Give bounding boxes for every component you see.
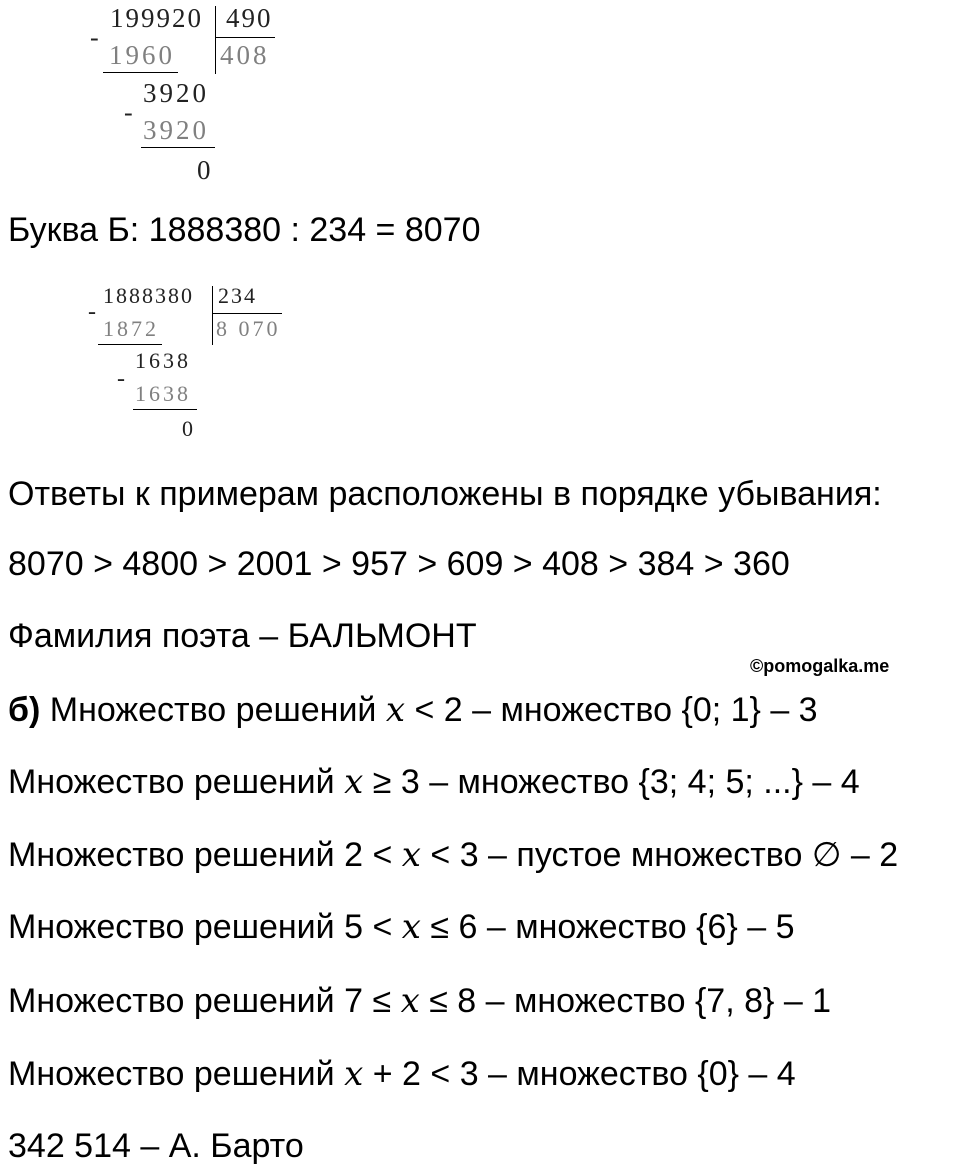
- line6-before: Множество решений: [8, 1055, 345, 1093]
- line1-before: Множество решений: [40, 691, 386, 729]
- division2-quotient: 8 070: [216, 316, 281, 341]
- line2-before: Множество решений: [8, 763, 345, 801]
- division2-minus-2: -: [117, 366, 125, 392]
- division2-underline-2: [133, 409, 197, 410]
- division2-remainder-1: 1638: [135, 348, 191, 373]
- division1-divisor-line: [215, 37, 275, 38]
- final-answer: 342 514 – А. Барто: [8, 1127, 304, 1165]
- solution-set-line-2: [8, 762, 860, 802]
- variable-x: 𝑥: [344, 762, 364, 802]
- variable-x: 𝑥: [344, 1054, 364, 1094]
- variable-x: 𝑥: [401, 907, 421, 947]
- division2-divisor: 234: [218, 283, 257, 308]
- variable-x: 𝑥: [385, 690, 406, 730]
- division2-final-remainder: 0: [182, 416, 193, 441]
- division1-vertical-bar: [215, 6, 216, 74]
- division1-subtrahend-2: 3920: [143, 115, 209, 145]
- division2-dividend: 1888380: [103, 283, 194, 308]
- division1-dividend: 199920: [110, 3, 203, 33]
- variable-x: 𝑥: [401, 835, 421, 875]
- line3-before: Множество решений 2 <: [8, 836, 402, 874]
- division1-final-remainder: 0: [197, 155, 211, 185]
- solution-set-line-5: [8, 981, 832, 1021]
- answers-order: 8070 > 4800 > 2001 > 957 > 609 > 408 > 384 > 360: [8, 545, 790, 583]
- division1-minus-2: -: [124, 98, 133, 127]
- division2-divisor-line: [212, 313, 282, 314]
- solution-set-line-1: [8, 690, 818, 730]
- division1-remainder-1: 3920: [143, 78, 209, 108]
- division1-underline-1: [103, 72, 178, 73]
- division1-subtrahend-1: 1960: [109, 40, 175, 70]
- division1-underline-2: [141, 147, 215, 148]
- line4-before: Множество решений 5 <: [8, 908, 402, 946]
- variable-x: 𝑥: [400, 981, 420, 1021]
- poet-surname: Фамилия поэта – БАЛЬМОНТ: [8, 617, 477, 655]
- division2-minus-1: -: [88, 299, 96, 325]
- solution-set-line-3: [8, 835, 899, 875]
- division2-vertical-bar: [212, 286, 213, 345]
- division2-subtrahend-2: 1638: [135, 381, 191, 406]
- division1-quotient: 408: [220, 40, 270, 70]
- watermark: ©pomogalka.me: [750, 656, 890, 676]
- line5-after: ≤ 8 – множество {7, 8} – 1: [419, 982, 832, 1020]
- division2-subtrahend-1: 1872: [103, 316, 159, 341]
- letter-b-equation: Буква Б: 1888380 : 234 = 8070: [8, 211, 481, 249]
- line1-after: < 2 – множество {0; 1} – 3: [405, 691, 818, 729]
- division2-underline-1: [98, 344, 162, 345]
- part-b-label: б): [8, 691, 41, 729]
- solution-set-line-6: [8, 1054, 796, 1094]
- line5-before: Множество решений 7 ≤: [8, 982, 401, 1020]
- line3-after: < 3 – пустое множество ∅ – 2: [420, 836, 899, 874]
- division1-minus-1: -: [90, 23, 99, 52]
- division1-divisor: 490: [226, 3, 273, 33]
- answers-intro: Ответы к примерам расположены в порядке убывания:: [8, 475, 882, 513]
- solution-set-line-4: [8, 907, 795, 947]
- line6-after: + 2 < 3 – множество {0} – 4: [363, 1055, 796, 1093]
- line2-after: ≥ 3 – множество {3; 4; 5; ...} – 4: [363, 763, 860, 801]
- line4-after: ≤ 6 – множество {6} – 5: [420, 908, 795, 946]
